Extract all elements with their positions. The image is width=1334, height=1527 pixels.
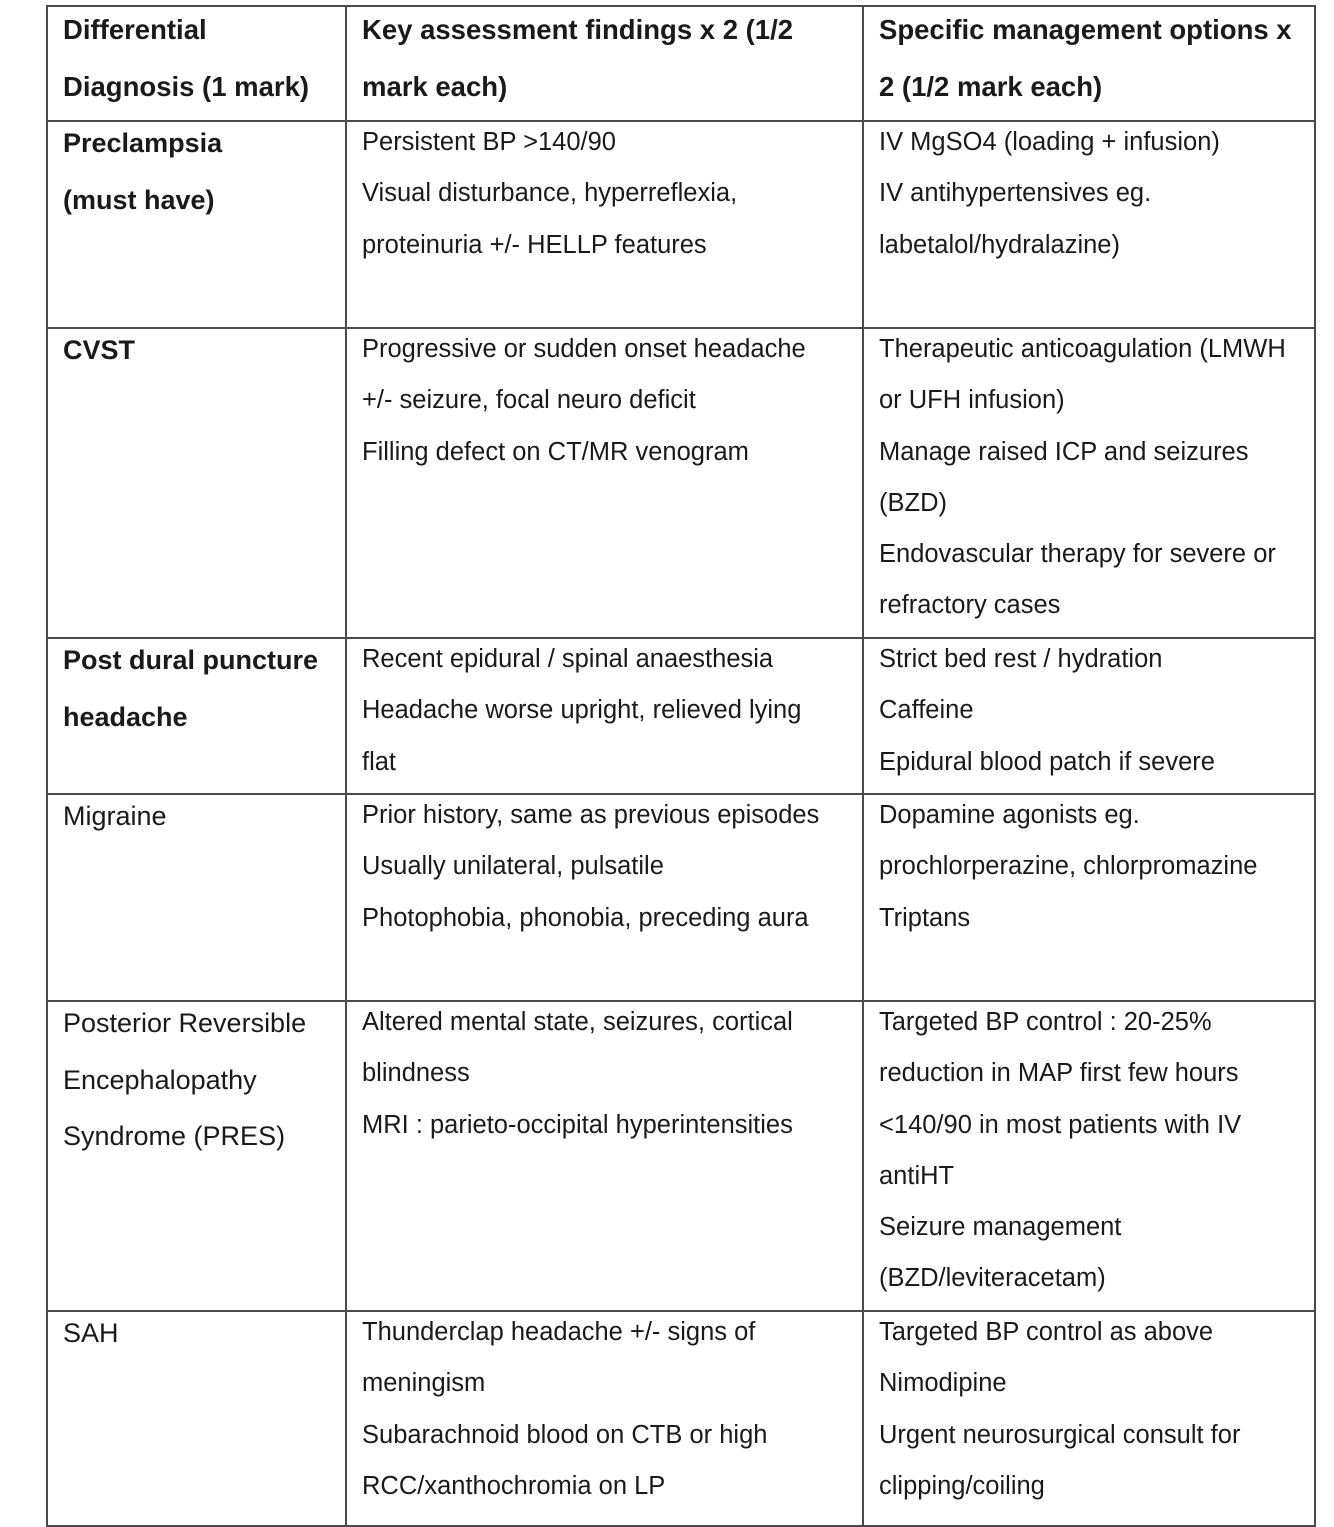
findings-line: Headache worse upright, relieved lying xyxy=(362,696,802,725)
diagnosis-cell xyxy=(47,638,346,794)
management-line: Manage raised ICP and seizures xyxy=(879,437,1249,466)
diagnosis-cell xyxy=(47,121,346,328)
management-line: Epidural blood patch if severe xyxy=(879,747,1215,776)
header-line: Diagnosis (1 mark) xyxy=(63,70,310,102)
findings-cell xyxy=(346,794,863,1001)
findings-line: Usually unilateral, pulsatile xyxy=(362,852,664,881)
management-line: reduction in MAP first few hours xyxy=(879,1059,1239,1088)
diagnosis-line: headache xyxy=(63,701,188,732)
table-row xyxy=(47,1001,1315,1311)
header-line: Differential xyxy=(63,14,207,45)
header-key-findings xyxy=(346,6,863,121)
findings-cell xyxy=(346,1001,863,1311)
findings-line: Visual disturbance, hyperreflexia, xyxy=(362,179,738,208)
findings-line: Subarachnoid blood on CTB or high xyxy=(362,1420,768,1449)
table-row xyxy=(47,328,1315,638)
table-row xyxy=(47,1311,1315,1526)
findings-line: proteinuria +/- HELLP features xyxy=(362,230,707,259)
management-line: labetalol/hydralazine) xyxy=(879,230,1120,259)
findings-line: Persistent BP >140/90 xyxy=(362,128,616,156)
table-row xyxy=(47,638,1315,794)
differential-diagnosis-table xyxy=(46,5,1316,1527)
findings-line: RCC/xanthochromia on LP xyxy=(362,1471,666,1500)
management-cell xyxy=(863,1311,1315,1526)
findings-line: meningism xyxy=(362,1369,486,1398)
management-line: Urgent neurosurgical consult for xyxy=(879,1420,1241,1449)
header-management-options xyxy=(863,6,1315,121)
findings-line: Filling defect on CT/MR venogram xyxy=(362,437,749,466)
management-line: (BZD/leviteracetam) xyxy=(879,1264,1106,1293)
findings-line: Altered mental state, seizures, cortical xyxy=(362,1008,793,1036)
header-differential-diagnosis xyxy=(47,6,346,121)
management-line: clipping/coiling xyxy=(879,1471,1045,1500)
management-line: Seizure management xyxy=(879,1213,1122,1242)
diagnosis-line: Post dural puncture xyxy=(63,645,319,675)
header-line: 2 (1/2 mark each) xyxy=(879,70,1103,102)
table-row xyxy=(47,794,1315,1001)
management-line: Triptans xyxy=(879,903,971,932)
diagnosis-line: Syndrome (PRES) xyxy=(63,1121,286,1151)
header-line: Specific management options x xyxy=(879,14,1292,45)
diagnosis-cell xyxy=(47,328,346,638)
management-line: Endovascular therapy for severe or xyxy=(879,540,1276,569)
management-line: <140/90 in most patients with IV xyxy=(879,1110,1242,1139)
management-line: refractory cases xyxy=(879,591,1061,620)
management-line: Caffeine xyxy=(879,696,974,725)
management-cell xyxy=(863,638,1315,794)
findings-cell xyxy=(346,638,863,794)
management-line: IV antihypertensives eg. xyxy=(879,179,1152,208)
management-cell xyxy=(863,328,1315,638)
table-row xyxy=(47,121,1315,328)
management-line: Therapeutic anticoagulation (LMWH xyxy=(879,335,1286,363)
management-line: antiHT xyxy=(879,1161,955,1190)
diagnosis-cell xyxy=(47,794,346,1001)
management-line: Strict bed rest / hydration xyxy=(879,645,1163,673)
management-line: Targeted BP control : 20-25% xyxy=(879,1008,1212,1036)
management-cell xyxy=(863,1001,1315,1311)
findings-line: Thunderclap headache +/- signs of xyxy=(362,1318,756,1346)
diagnosis-line: CVST xyxy=(63,335,136,365)
management-line: IV MgSO4 (loading + infusion) xyxy=(879,128,1220,156)
management-line: Targeted BP control as above xyxy=(879,1318,1214,1346)
diagnosis-cell xyxy=(47,1001,346,1311)
management-line: or UFH infusion) xyxy=(879,386,1065,415)
findings-line: blindness xyxy=(362,1059,470,1088)
management-cell xyxy=(863,794,1315,1001)
management-cell xyxy=(863,121,1315,328)
findings-line: flat xyxy=(362,747,397,776)
findings-line: Photophobia, phonobia, preceding aura xyxy=(362,903,809,932)
management-line: Dopamine agonists eg. xyxy=(879,801,1140,829)
findings-cell xyxy=(346,1311,863,1526)
management-line: prochlorperazine, chlorpromazine xyxy=(879,852,1258,881)
diagnosis-line: Preclampsia xyxy=(63,128,223,158)
diagnosis-cell xyxy=(47,1311,346,1526)
table-header-row xyxy=(47,6,1315,121)
findings-line: Progressive or sudden onset headache xyxy=(362,335,806,363)
findings-cell xyxy=(346,121,863,328)
findings-line: +/- seizure, focal neuro deficit xyxy=(362,386,696,415)
findings-line: MRI : parieto-occipital hyperintensities xyxy=(362,1110,793,1139)
management-line: (BZD) xyxy=(879,488,947,517)
diagnosis-line: Posterior Reversible xyxy=(63,1008,307,1038)
findings-cell xyxy=(346,328,863,638)
diagnosis-line: Encephalopathy xyxy=(63,1064,257,1095)
findings-line: Recent epidural / spinal anaesthesia xyxy=(362,645,774,673)
diagnosis-line: SAH xyxy=(63,1318,119,1348)
findings-line: Prior history, same as previous episodes xyxy=(362,801,820,829)
diagnosis-line: (must have) xyxy=(63,184,215,215)
header-line: Key assessment findings x 2 (1/2 xyxy=(362,14,794,45)
management-line: Nimodipine xyxy=(879,1369,1007,1398)
diagnosis-line: Migraine xyxy=(63,801,167,831)
header-line: mark each) xyxy=(362,70,508,102)
